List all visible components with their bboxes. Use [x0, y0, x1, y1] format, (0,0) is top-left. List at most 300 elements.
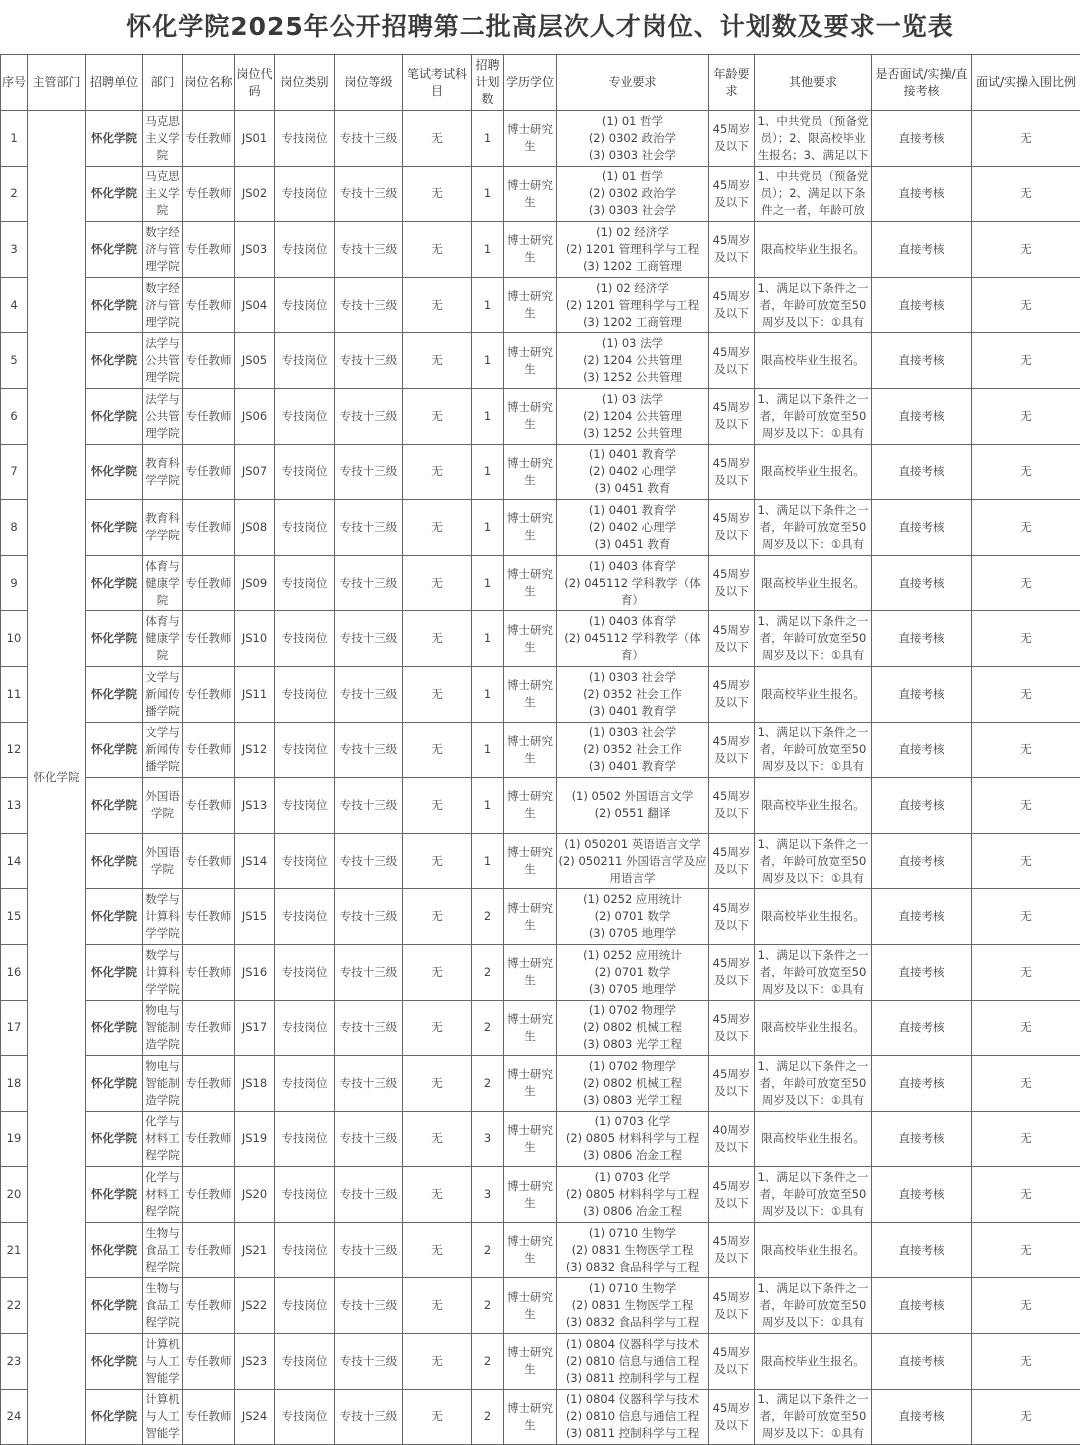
cell-dept-text: 计算机与人工智能学 — [144, 1391, 181, 1442]
cell-name: 专任教师 — [183, 722, 235, 778]
cell-other-text: 限高校毕业生报名。 — [756, 463, 870, 480]
cell-dept — [143, 500, 183, 556]
cell-other — [755, 1111, 872, 1167]
cell-no: 18 — [1, 1056, 28, 1112]
cell-age: 45周岁及以下 — [709, 1000, 755, 1056]
table-row — [1, 833, 1080, 889]
major-line: (3) 0705 地理学 — [558, 925, 707, 942]
cell-unit: 怀化学院 — [86, 1334, 143, 1390]
cell-ratio: 无 — [972, 444, 1080, 500]
cell-exam: 无 — [403, 722, 472, 778]
cell-plan: 1 — [472, 611, 504, 667]
cell-exam: 无 — [403, 1334, 472, 1390]
cell-no: 13 — [1, 778, 28, 834]
major-line: (1) 0502 外国语言文学 — [558, 788, 707, 805]
cell-exam: 无 — [403, 944, 472, 1000]
major-line: (3) 0803 光学工程 — [558, 1092, 707, 1109]
cell-dept — [143, 388, 183, 444]
cell-age: 45周岁及以下 — [709, 611, 755, 667]
cell-plan: 3 — [472, 1167, 504, 1223]
cell-major — [557, 1111, 709, 1167]
cell-major — [557, 778, 709, 834]
cell-unit: 怀化学院 — [86, 889, 143, 945]
cell-other — [755, 388, 872, 444]
table-row — [1, 1111, 1080, 1167]
cell-method: 直接考核 — [872, 444, 972, 500]
cell-exam: 无 — [403, 555, 472, 611]
major-line: (1) 0303 社会学 — [558, 669, 707, 686]
cell-cat: 专技岗位 — [275, 833, 335, 889]
cell-code: JS06 — [235, 388, 275, 444]
major-line: (1) 0703 化学 — [558, 1113, 707, 1130]
cell-dept-text: 化学与材料工程学院 — [144, 1169, 181, 1220]
cell-unit: 怀化学院 — [86, 222, 143, 278]
cell-unit: 怀化学院 — [86, 1000, 143, 1056]
cell-age: 45周岁及以下 — [709, 111, 755, 167]
cell-ratio: 无 — [972, 222, 1080, 278]
cell-code: JS18 — [235, 1056, 275, 1112]
cell-dept — [143, 1222, 183, 1278]
major-line: (1) 0710 生物学 — [558, 1280, 707, 1297]
cell-level: 专技十三级 — [335, 666, 403, 722]
cell-degree: 博士研究生 — [504, 833, 557, 889]
cell-method: 直接考核 — [872, 222, 972, 278]
major-line: (3) 0451 教育 — [558, 480, 707, 497]
cell-other-text: 限高校毕业生报名。 — [756, 908, 870, 925]
cell-level: 专技十三级 — [335, 1111, 403, 1167]
major-line: (2) 0805 材料科学与工程 — [558, 1130, 707, 1147]
cell-no: 8 — [1, 500, 28, 556]
cell-other — [755, 222, 872, 278]
cell-no: 17 — [1, 1000, 28, 1056]
cell-no: 10 — [1, 611, 28, 667]
cell-exam: 无 — [403, 222, 472, 278]
cell-dept — [143, 1389, 183, 1445]
cell-degree: 博士研究生 — [504, 333, 557, 389]
cell-age: 45周岁及以下 — [709, 333, 755, 389]
major-line: (1) 02 经济学 — [558, 224, 707, 241]
cell-other-text: 1、中共党员（预备党员）；2、限高校毕业生报名；3、满足以下 — [756, 113, 870, 164]
cell-plan: 2 — [472, 1222, 504, 1278]
major-line: (2) 0352 社会工作 — [558, 741, 707, 758]
header-cell: 是否面试/实操/直接考核 — [872, 55, 972, 111]
cell-no: 4 — [1, 277, 28, 333]
cell-unit: 怀化学院 — [86, 388, 143, 444]
recruitment-table — [0, 54, 1080, 1445]
cell-name: 专任教师 — [183, 555, 235, 611]
cell-no: 22 — [1, 1278, 28, 1334]
cell-method: 直接考核 — [872, 500, 972, 556]
cell-unit: 怀化学院 — [86, 1222, 143, 1278]
cell-code: JS05 — [235, 333, 275, 389]
cell-no: 19 — [1, 1111, 28, 1167]
major-line: (3) 0811 控制科学与工程 — [558, 1425, 707, 1442]
cell-cat: 专技岗位 — [275, 333, 335, 389]
cell-age: 45周岁及以下 — [709, 1278, 755, 1334]
cell-age: 40周岁及以下 — [709, 1111, 755, 1167]
major-line: (3) 0832 食品科学与工程 — [558, 1314, 707, 1331]
cell-unit: 怀化学院 — [86, 666, 143, 722]
major-line: (2) 0805 材料科学与工程 — [558, 1186, 707, 1203]
cell-name: 专任教师 — [183, 500, 235, 556]
major-line: (1) 03 法学 — [558, 391, 707, 408]
cell-ratio: 无 — [972, 666, 1080, 722]
header-cell: 部门 — [143, 55, 183, 111]
cell-ratio: 无 — [972, 833, 1080, 889]
cell-ratio: 无 — [972, 277, 1080, 333]
major-line: (1) 0303 社会学 — [558, 724, 707, 741]
cell-cat: 专技岗位 — [275, 1000, 335, 1056]
cell-cat: 专技岗位 — [275, 889, 335, 945]
cell-ratio: 无 — [972, 111, 1080, 167]
cell-plan: 1 — [472, 388, 504, 444]
cell-cat: 专技岗位 — [275, 944, 335, 1000]
table-row — [1, 666, 1080, 722]
cell-code: JS14 — [235, 833, 275, 889]
cell-major — [557, 1167, 709, 1223]
major-line: (1) 0804 仪器科学与技术 — [558, 1336, 707, 1353]
major-line: (2) 0551 翻译 — [558, 805, 707, 822]
table-body — [1, 111, 1080, 1445]
cell-plan: 2 — [472, 1000, 504, 1056]
cell-method: 直接考核 — [872, 1000, 972, 1056]
cell-major — [557, 1056, 709, 1112]
cell-other — [755, 444, 872, 500]
cell-major — [557, 666, 709, 722]
cell-exam: 无 — [403, 666, 472, 722]
cell-major — [557, 833, 709, 889]
cell-no: 14 — [1, 833, 28, 889]
cell-cat: 专技岗位 — [275, 778, 335, 834]
major-line: (1) 0702 物理学 — [558, 1058, 707, 1075]
cell-degree: 博士研究生 — [504, 1334, 557, 1390]
cell-ratio: 无 — [972, 333, 1080, 389]
cell-exam: 无 — [403, 1278, 472, 1334]
cell-dept-text: 法学与公共管理学院 — [144, 335, 181, 386]
cell-age: 45周岁及以下 — [709, 833, 755, 889]
cell-level: 专技十三级 — [335, 500, 403, 556]
cell-dept-text: 文学与新闻传播学院 — [144, 669, 181, 720]
cell-age: 45周岁及以下 — [709, 166, 755, 222]
cell-name: 专任教师 — [183, 444, 235, 500]
cell-degree: 博士研究生 — [504, 889, 557, 945]
cell-cat: 专技岗位 — [275, 500, 335, 556]
cell-other — [755, 833, 872, 889]
table-row — [1, 500, 1080, 556]
major-line: (1) 0401 教育学 — [558, 446, 707, 463]
cell-ratio: 无 — [972, 555, 1080, 611]
table-row — [1, 1334, 1080, 1390]
cell-code: JS15 — [235, 889, 275, 945]
major-line: (1) 0401 教育学 — [558, 502, 707, 519]
cell-dept — [143, 944, 183, 1000]
major-line: (2) 0701 数学 — [558, 908, 707, 925]
cell-ratio: 无 — [972, 1334, 1080, 1390]
cell-degree: 博士研究生 — [504, 555, 557, 611]
major-line: (3) 1252 公共管理 — [558, 369, 707, 386]
cell-other-text: 1、满足以下条件之一者，年龄可放宽至50周岁及以下：①具有 — [756, 1058, 870, 1109]
cell-unit: 怀化学院 — [86, 778, 143, 834]
cell-name: 专任教师 — [183, 833, 235, 889]
cell-plan: 1 — [472, 500, 504, 556]
cell-name: 专任教师 — [183, 333, 235, 389]
major-line: (3) 1202 工商管理 — [558, 314, 707, 331]
cell-ratio: 无 — [972, 1389, 1080, 1445]
cell-age: 45周岁及以下 — [709, 1334, 755, 1390]
major-line: (1) 01 哲学 — [558, 168, 707, 185]
cell-method: 直接考核 — [872, 1334, 972, 1390]
cell-unit: 怀化学院 — [86, 500, 143, 556]
cell-unit: 怀化学院 — [86, 111, 143, 167]
cell-degree: 博士研究生 — [504, 778, 557, 834]
cell-dept — [143, 1334, 183, 1390]
cell-code: JS02 — [235, 166, 275, 222]
cell-age: 45周岁及以下 — [709, 1056, 755, 1112]
cell-other — [755, 1222, 872, 1278]
cell-name: 专任教师 — [183, 1222, 235, 1278]
cell-method: 直接考核 — [872, 1278, 972, 1334]
table-row — [1, 1056, 1080, 1112]
cell-cat: 专技岗位 — [275, 1334, 335, 1390]
cell-method: 直接考核 — [872, 833, 972, 889]
cell-dept — [143, 277, 183, 333]
major-line: (2) 1204 公共管理 — [558, 408, 707, 425]
cell-cat: 专技岗位 — [275, 611, 335, 667]
cell-other — [755, 166, 872, 222]
major-line: (2) 0402 心理学 — [558, 463, 707, 480]
cell-age: 45周岁及以下 — [709, 666, 755, 722]
cell-other-text: 1、满足以下条件之一者，年龄可放宽至50周岁及以下：①具有 — [756, 280, 870, 331]
cell-major — [557, 333, 709, 389]
header-cell: 笔试考试科目 — [403, 55, 472, 111]
cell-code: JS12 — [235, 722, 275, 778]
cell-exam: 无 — [403, 166, 472, 222]
cell-age: 45周岁及以下 — [709, 1167, 755, 1223]
cell-dept-text: 数学与计算科学学院 — [144, 947, 181, 998]
cell-code: JS21 — [235, 1222, 275, 1278]
major-line: (1) 02 经济学 — [558, 280, 707, 297]
cell-unit: 怀化学院 — [86, 1389, 143, 1445]
cell-cat: 专技岗位 — [275, 1389, 335, 1445]
cell-code: JS09 — [235, 555, 275, 611]
cell-code: JS16 — [235, 944, 275, 1000]
cell-level: 专技十三级 — [335, 611, 403, 667]
cell-name: 专任教师 — [183, 1056, 235, 1112]
cell-level: 专技十三级 — [335, 388, 403, 444]
cell-other-text: 1、满足以下条件之一者，年龄可放宽至50周岁及以下：①具有 — [756, 724, 870, 775]
cell-name: 专任教师 — [183, 277, 235, 333]
major-line: (2) 0302 政治学 — [558, 185, 707, 202]
cell-degree: 博士研究生 — [504, 444, 557, 500]
cell-name: 专任教师 — [183, 778, 235, 834]
cell-name: 专任教师 — [183, 1000, 235, 1056]
cell-cat: 专技岗位 — [275, 222, 335, 278]
cell-degree: 博士研究生 — [504, 1056, 557, 1112]
cell-dept-text: 体育与健康学院 — [144, 613, 181, 664]
cell-other — [755, 1389, 872, 1445]
table-row — [1, 1222, 1080, 1278]
cell-level: 专技十三级 — [335, 333, 403, 389]
cell-age: 45周岁及以下 — [709, 388, 755, 444]
cell-other-text: 限高校毕业生报名。 — [756, 1353, 870, 1370]
major-line: (2) 0810 信息与通信工程 — [558, 1353, 707, 1370]
header-cell: 岗位名称 — [183, 55, 235, 111]
cell-code: JS17 — [235, 1000, 275, 1056]
cell-level: 专技十三级 — [335, 222, 403, 278]
cell-cat: 专技岗位 — [275, 722, 335, 778]
major-line: (3) 0803 光学工程 — [558, 1036, 707, 1053]
cell-exam: 无 — [403, 388, 472, 444]
cell-dept-text: 数学与计算科学学院 — [144, 891, 181, 942]
cell-dept — [143, 111, 183, 167]
major-line: (2) 0352 社会工作 — [558, 686, 707, 703]
cell-other — [755, 1334, 872, 1390]
header-cell: 招聘计划数 — [472, 55, 504, 111]
cell-other — [755, 111, 872, 167]
cell-exam: 无 — [403, 500, 472, 556]
cell-dept-text: 数字经济与管理学院 — [144, 224, 181, 275]
cell-other-text: 1、满足以下条件之一者，年龄可放宽至50周岁及以下：①具有 — [756, 502, 870, 553]
cell-name: 专任教师 — [183, 666, 235, 722]
cell-method: 直接考核 — [872, 944, 972, 1000]
cell-method: 直接考核 — [872, 1167, 972, 1223]
cell-plan: 1 — [472, 666, 504, 722]
header-cell: 其他要求 — [755, 55, 872, 111]
cell-method: 直接考核 — [872, 1389, 972, 1445]
cell-ratio: 无 — [972, 1222, 1080, 1278]
cell-code: JS20 — [235, 1167, 275, 1223]
cell-method: 直接考核 — [872, 277, 972, 333]
cell-exam: 无 — [403, 611, 472, 667]
cell-other-text: 1、满足以下条件之一者，年龄可放宽至50周岁及以下：①具有 — [756, 836, 870, 887]
cell-no: 15 — [1, 889, 28, 945]
major-line: (2) 045112 学科教学（体育） — [558, 575, 707, 609]
cell-dept — [143, 778, 183, 834]
cell-code: JS03 — [235, 222, 275, 278]
cell-dept-text: 生物与食品工程学院 — [144, 1225, 181, 1276]
cell-dept — [143, 889, 183, 945]
table-row — [1, 1389, 1080, 1445]
major-line: (3) 0705 地理学 — [558, 981, 707, 998]
major-line: (3) 1202 工商管理 — [558, 258, 707, 275]
header-cell: 序号 — [1, 55, 28, 111]
cell-method: 直接考核 — [872, 166, 972, 222]
cell-major — [557, 1278, 709, 1334]
cell-code: JS10 — [235, 611, 275, 667]
cell-plan: 1 — [472, 833, 504, 889]
cell-method: 直接考核 — [872, 1111, 972, 1167]
cell-cat: 专技岗位 — [275, 111, 335, 167]
cell-code: JS01 — [235, 111, 275, 167]
major-line: (2) 045112 学科教学（体育） — [558, 630, 707, 664]
cell-other — [755, 1278, 872, 1334]
cell-age: 45周岁及以下 — [709, 722, 755, 778]
cell-level: 专技十三级 — [335, 944, 403, 1000]
cell-method: 直接考核 — [872, 1056, 972, 1112]
cell-method: 直接考核 — [872, 611, 972, 667]
cell-cat: 专技岗位 — [275, 1167, 335, 1223]
major-line: (3) 0451 教育 — [558, 536, 707, 553]
header-cell: 专业要求 — [557, 55, 709, 111]
cell-ratio: 无 — [972, 1167, 1080, 1223]
cell-dept — [143, 833, 183, 889]
cell-level: 专技十三级 — [335, 722, 403, 778]
cell-unit: 怀化学院 — [86, 1111, 143, 1167]
cell-dept-text: 物电与智能制造学院 — [144, 1002, 181, 1053]
table-row — [1, 555, 1080, 611]
cell-other-text: 限高校毕业生报名。 — [756, 1019, 870, 1036]
cell-age: 45周岁及以下 — [709, 944, 755, 1000]
cell-dept — [143, 222, 183, 278]
cell-no: 5 — [1, 333, 28, 389]
major-line: (2) 1201 管理科学与工程 — [558, 241, 707, 258]
cell-code: JS04 — [235, 277, 275, 333]
cell-code: JS24 — [235, 1389, 275, 1445]
cell-unit: 怀化学院 — [86, 1167, 143, 1223]
cell-level: 专技十三级 — [335, 277, 403, 333]
major-line: (1) 0403 体育学 — [558, 558, 707, 575]
cell-major — [557, 944, 709, 1000]
cell-exam: 无 — [403, 1056, 472, 1112]
cell-cat: 专技岗位 — [275, 388, 335, 444]
cell-plan: 1 — [472, 333, 504, 389]
cell-other-text: 限高校毕业生报名。 — [756, 686, 870, 703]
cell-degree: 博士研究生 — [504, 1167, 557, 1223]
table-row — [1, 166, 1080, 222]
major-line: (2) 1201 管理科学与工程 — [558, 297, 707, 314]
cell-plan: 2 — [472, 1334, 504, 1390]
cell-dept-text: 法学与公共管理学院 — [144, 391, 181, 442]
cell-other-text: 1、满足以下条件之一者，年龄可放宽至50周岁及以下：①具有 — [756, 947, 870, 998]
cell-unit: 怀化学院 — [86, 333, 143, 389]
cell-major — [557, 500, 709, 556]
cell-other — [755, 333, 872, 389]
cell-cat: 专技岗位 — [275, 666, 335, 722]
cell-unit: 怀化学院 — [86, 722, 143, 778]
cell-unit: 怀化学院 — [86, 555, 143, 611]
cell-ratio: 无 — [972, 500, 1080, 556]
cell-name: 专任教师 — [183, 1334, 235, 1390]
cell-other — [755, 778, 872, 834]
major-line: (3) 0303 社会学 — [558, 202, 707, 219]
cell-code: JS23 — [235, 1334, 275, 1390]
cell-unit: 怀化学院 — [86, 166, 143, 222]
cell-name: 专任教师 — [183, 166, 235, 222]
cell-other-text: 限高校毕业生报名。 — [756, 241, 870, 258]
cell-major — [557, 166, 709, 222]
cell-other — [755, 1167, 872, 1223]
cell-cat: 专技岗位 — [275, 1056, 335, 1112]
cell-degree: 博士研究生 — [504, 1111, 557, 1167]
cell-dept — [143, 722, 183, 778]
major-line: (1) 050201 英语语言文学 — [558, 836, 707, 853]
cell-degree: 博士研究生 — [504, 500, 557, 556]
table-row — [1, 1278, 1080, 1334]
cell-other — [755, 666, 872, 722]
cell-no: 23 — [1, 1334, 28, 1390]
cell-no: 1 — [1, 111, 28, 167]
major-line: (2) 0810 信息与通信工程 — [558, 1408, 707, 1425]
cell-major — [557, 222, 709, 278]
major-line: (3) 1252 公共管理 — [558, 425, 707, 442]
major-line: (1) 0252 应用统计 — [558, 947, 707, 964]
cell-other-text: 1、中共党员（预备党员）；2、满足以下条件之一者，年龄可放 — [756, 168, 870, 219]
major-line: (3) 0401 教育学 — [558, 758, 707, 775]
cell-dept-text: 体育与健康学院 — [144, 558, 181, 609]
cell-ratio: 无 — [972, 388, 1080, 444]
header-cell: 面试/实操入围比例 — [972, 55, 1080, 111]
cell-major — [557, 889, 709, 945]
